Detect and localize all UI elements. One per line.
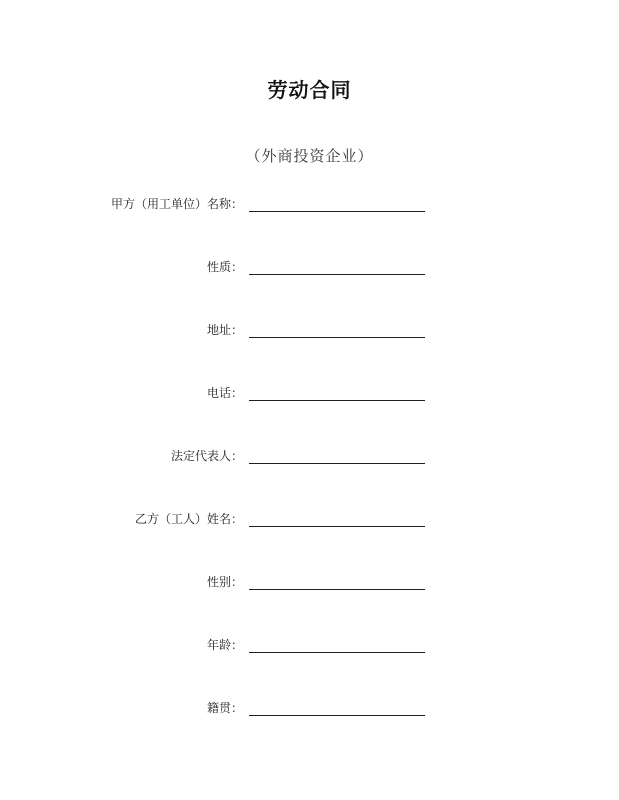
document-subtitle: （外商投资企业） xyxy=(245,147,374,165)
field-address xyxy=(0,321,619,343)
fill-in-line[interactable] xyxy=(249,715,425,716)
field-gender xyxy=(0,573,619,595)
fill-in-line[interactable] xyxy=(249,589,425,590)
fill-in-line[interactable] xyxy=(249,463,425,464)
field-age xyxy=(0,636,619,658)
field-label: 地址： xyxy=(206,323,243,337)
field-label: 籍贯： xyxy=(206,701,243,715)
field-legal-representative xyxy=(0,447,619,469)
fill-in-line[interactable] xyxy=(249,337,425,338)
field-label: 乙方（工人）姓名： xyxy=(134,512,243,526)
fill-in-line[interactable] xyxy=(249,274,425,275)
field-employee-name xyxy=(0,510,619,532)
field-phone xyxy=(0,384,619,406)
field-employer-name xyxy=(0,195,619,217)
field-native-place xyxy=(0,699,619,721)
fill-in-line[interactable] xyxy=(249,652,425,653)
field-label: 法定代表人： xyxy=(170,449,243,463)
field-label: 电话： xyxy=(206,386,243,400)
fill-in-line[interactable] xyxy=(249,400,425,401)
field-label: 性别： xyxy=(206,575,243,589)
field-label: 甲方（用工单位）名称： xyxy=(110,197,243,211)
field-label: 年龄： xyxy=(206,638,243,652)
field-nature xyxy=(0,258,619,280)
fill-in-line[interactable] xyxy=(249,526,425,527)
fill-in-line[interactable] xyxy=(249,211,425,212)
document-title: 劳动合同 xyxy=(267,78,352,102)
field-label: 性质： xyxy=(206,260,243,274)
